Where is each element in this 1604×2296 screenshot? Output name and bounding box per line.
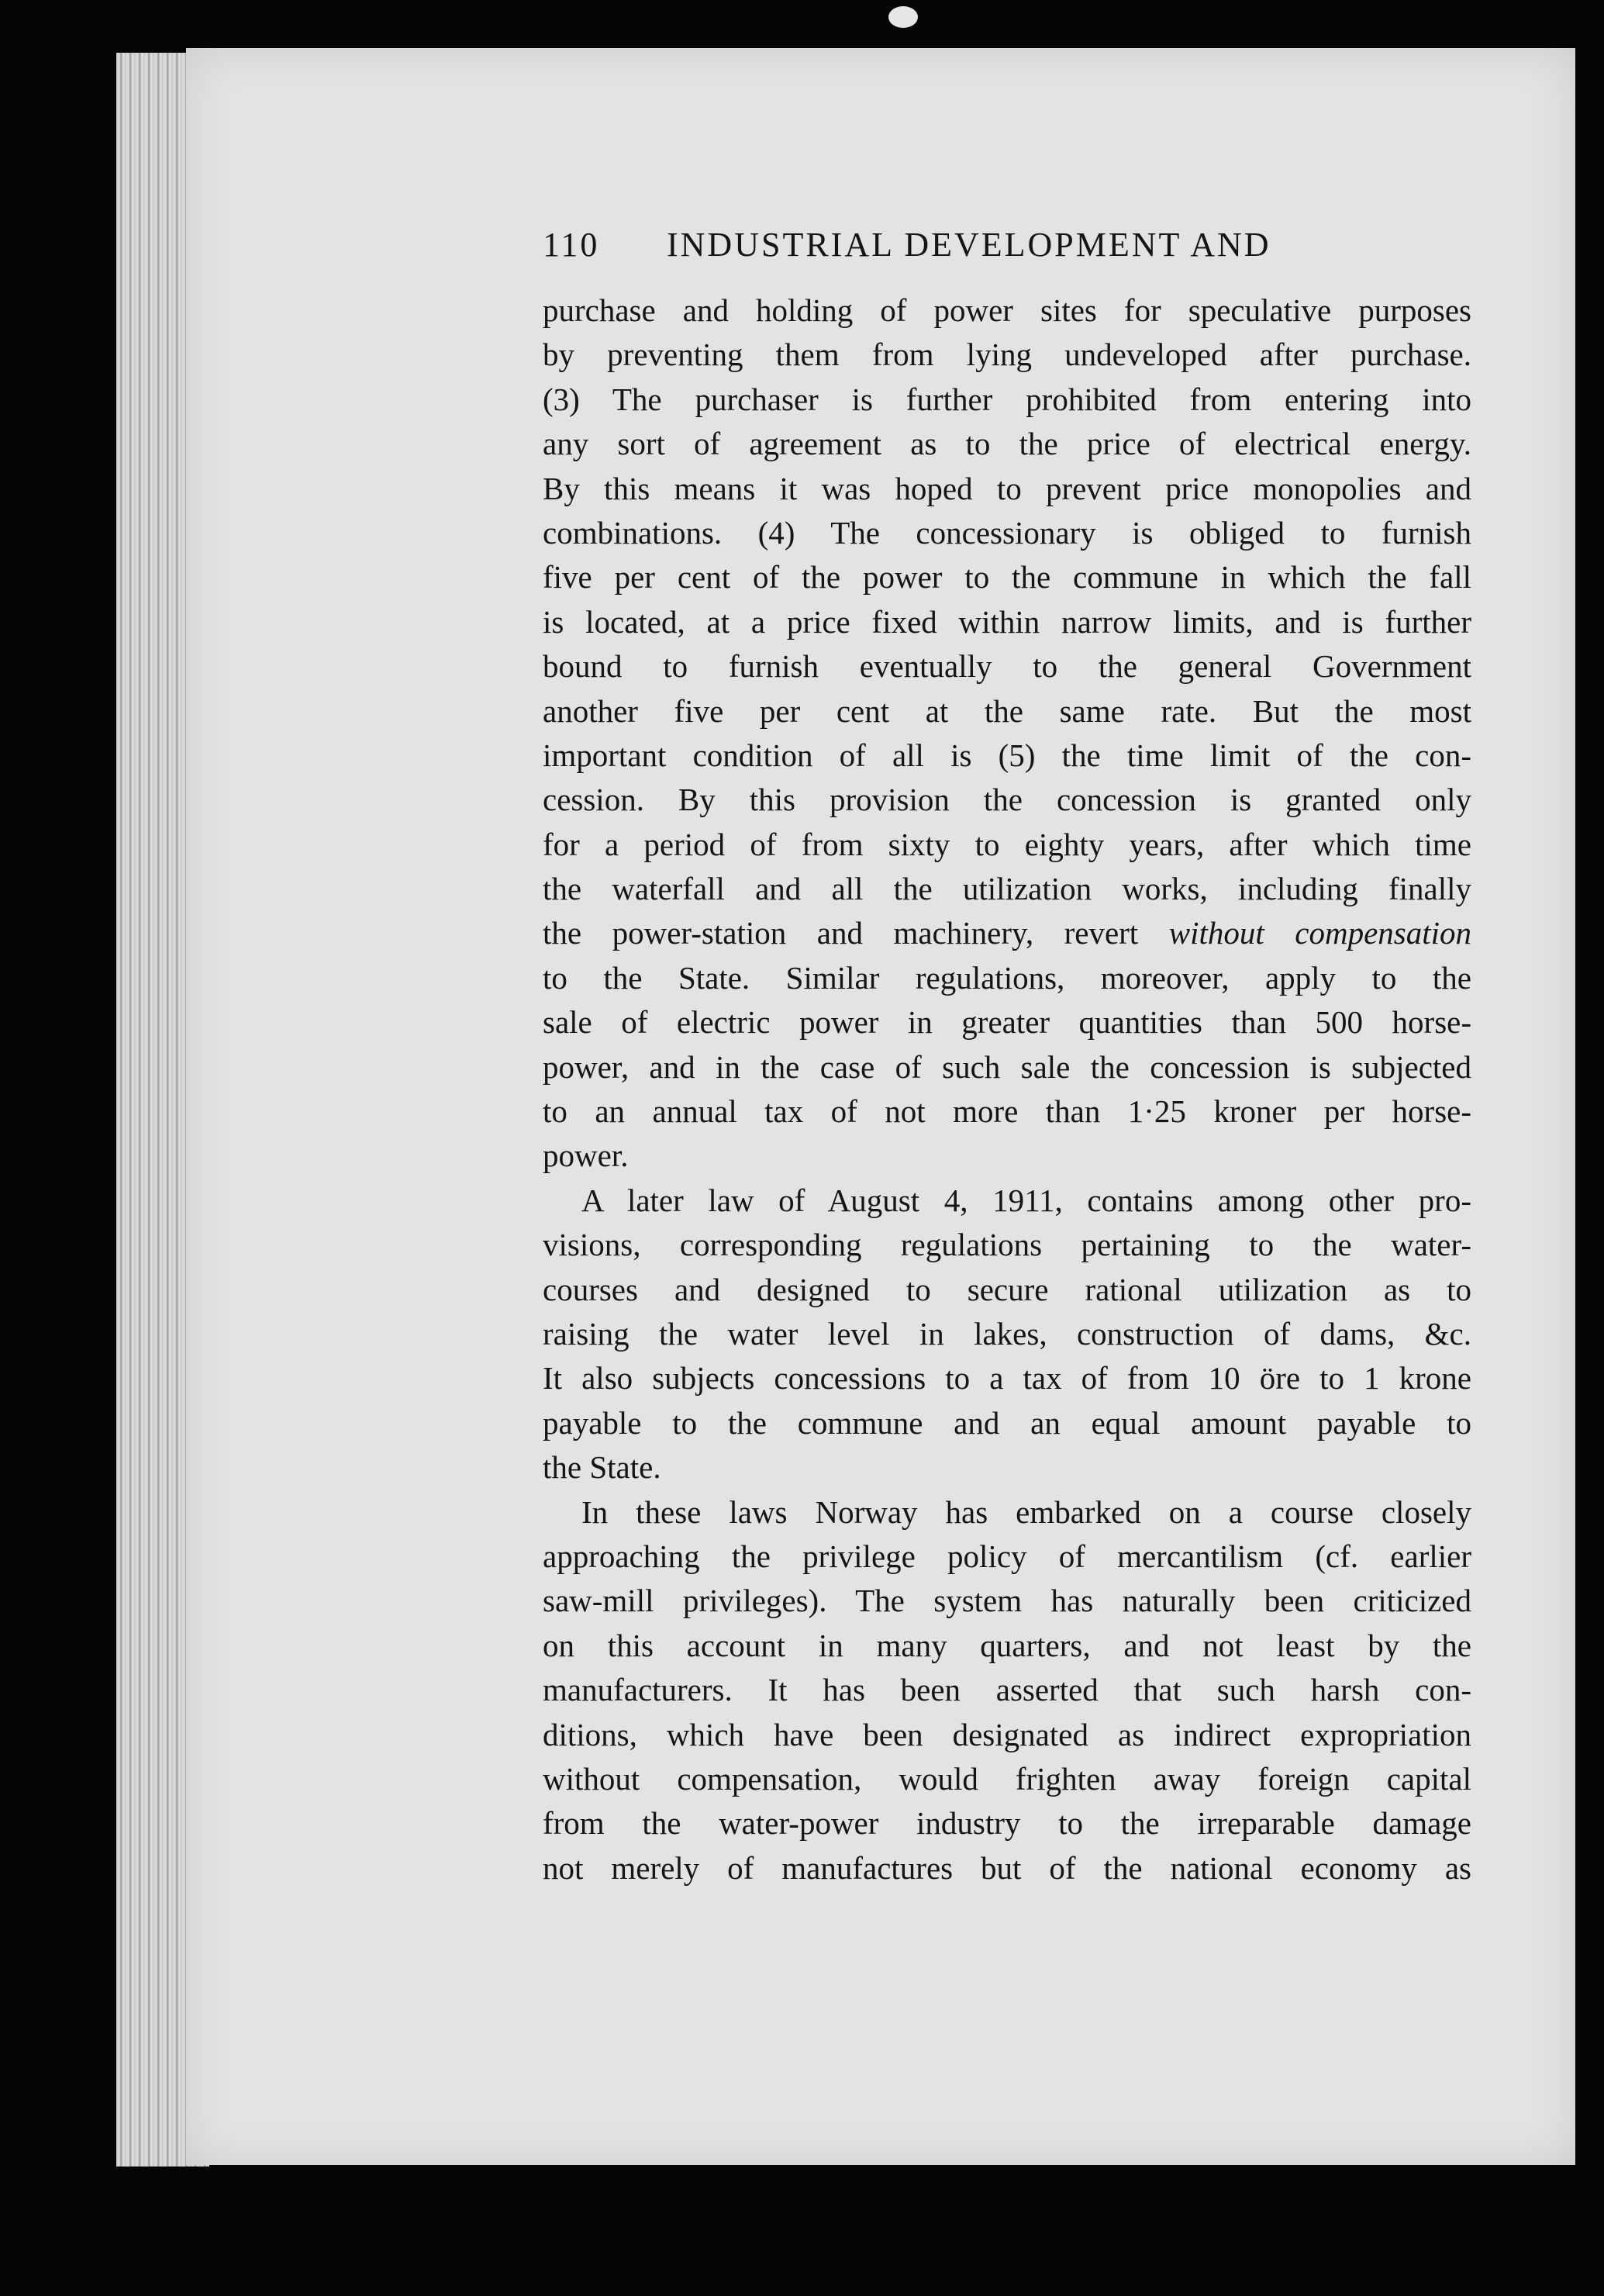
text-line: A later law of August 4, 1911, contains among other pro-: [581, 1182, 1471, 1218]
text-line: is located, at a price fixed within narrow limits, and is further: [543, 603, 1471, 640]
text-line: manufacturers. It has been asserted that such harsh con-: [543, 1672, 1471, 1708]
text-line: on this account in many quarters, and not least by the: [543, 1627, 1471, 1663]
text-line: purchase and holding of power sites for speculative purposes: [543, 292, 1471, 328]
text-line: sale of electric power in greater quantities than 500 horse-: [543, 1004, 1471, 1041]
text-line: In these laws Norway has embarked on a course closely: [581, 1493, 1471, 1530]
text-line: raising the water level in lakes, construction of dams, &c.: [543, 1315, 1471, 1352]
text-line: five per cent of the power to the commune in which the fall: [543, 559, 1471, 596]
paragraph-1: [543, 288, 1471, 1179]
text-line: ditions, which have been designated as indirect expropriation: [543, 1716, 1471, 1752]
text-line: It also subjects concessions to a tax of from 10 öre to 1 krone: [543, 1360, 1471, 1397]
running-title: INDUSTRIAL DEVELOPMENT AND: [667, 226, 1271, 264]
text-line: not merely of manufactures but of the national economy as: [543, 1849, 1471, 1886]
text-line: combinations. (4) The concessionary is obliged to furnish: [543, 514, 1471, 551]
paragraph-3: [543, 1490, 1471, 1891]
text-line: any sort of agreement as to the price of electrical energy.: [543, 426, 1471, 462]
text-line: power, and in the case of such sale the concession is subjected: [543, 1048, 1471, 1085]
text-line-with-italic: [543, 911, 1471, 955]
text-line: by preventing them from lying undeveloped after purchase.: [543, 337, 1471, 373]
text-line: saw-mill privileges). The system has naturally been criticized: [543, 1583, 1471, 1619]
text-line: without compensation, would frighten away foreign capital: [543, 1760, 1471, 1797]
text-line-start: the power-station and machinery, revert: [543, 915, 1169, 951]
text-line: the waterfall and all the utilization works, including finally: [543, 871, 1471, 907]
page-text: [543, 225, 1471, 1890]
text-line: from the water-power industry to the irreparable damage: [543, 1805, 1471, 1842]
text-line: another five per cent at the same rate. But the most: [543, 692, 1471, 729]
text-line: important condition of all is (5) the time limit of the con-: [543, 737, 1471, 773]
text-line: for a period of from sixty to eighty years, after which time: [543, 826, 1471, 862]
running-head: [543, 225, 1471, 281]
text-line: courses and designed to secure rational utilization as to: [543, 1271, 1471, 1307]
scan-blot: [888, 6, 918, 28]
text-line: to an annual tax of not more than 1·25 kroner per horse-: [543, 1093, 1471, 1130]
text-line: power.: [543, 1138, 629, 1174]
text-line: payable to the commune and an equal amount payable to: [543, 1404, 1471, 1441]
paragraph-2: [543, 1179, 1471, 1490]
text-line: bound to furnish eventually to the general Government: [543, 648, 1471, 685]
text-line: approaching the privilege policy of mercantilism (cf. earlier: [543, 1538, 1471, 1574]
text-line: the State.: [543, 1449, 661, 1486]
text-line: cession. By this provision the concession is granted only: [543, 782, 1471, 818]
italic-phrase: without compensation: [1168, 915, 1471, 951]
text-line: By this means it was hoped to prevent price monopolies and: [543, 470, 1471, 506]
text-line: (3) The purchaser is further prohibited from entering into: [543, 381, 1471, 417]
page-number: 110: [543, 226, 600, 264]
text-line: visions, corresponding regulations pertaining to the water-: [543, 1227, 1471, 1263]
text-line: to the State. Similar regulations, moreover, apply to the: [543, 959, 1471, 996]
